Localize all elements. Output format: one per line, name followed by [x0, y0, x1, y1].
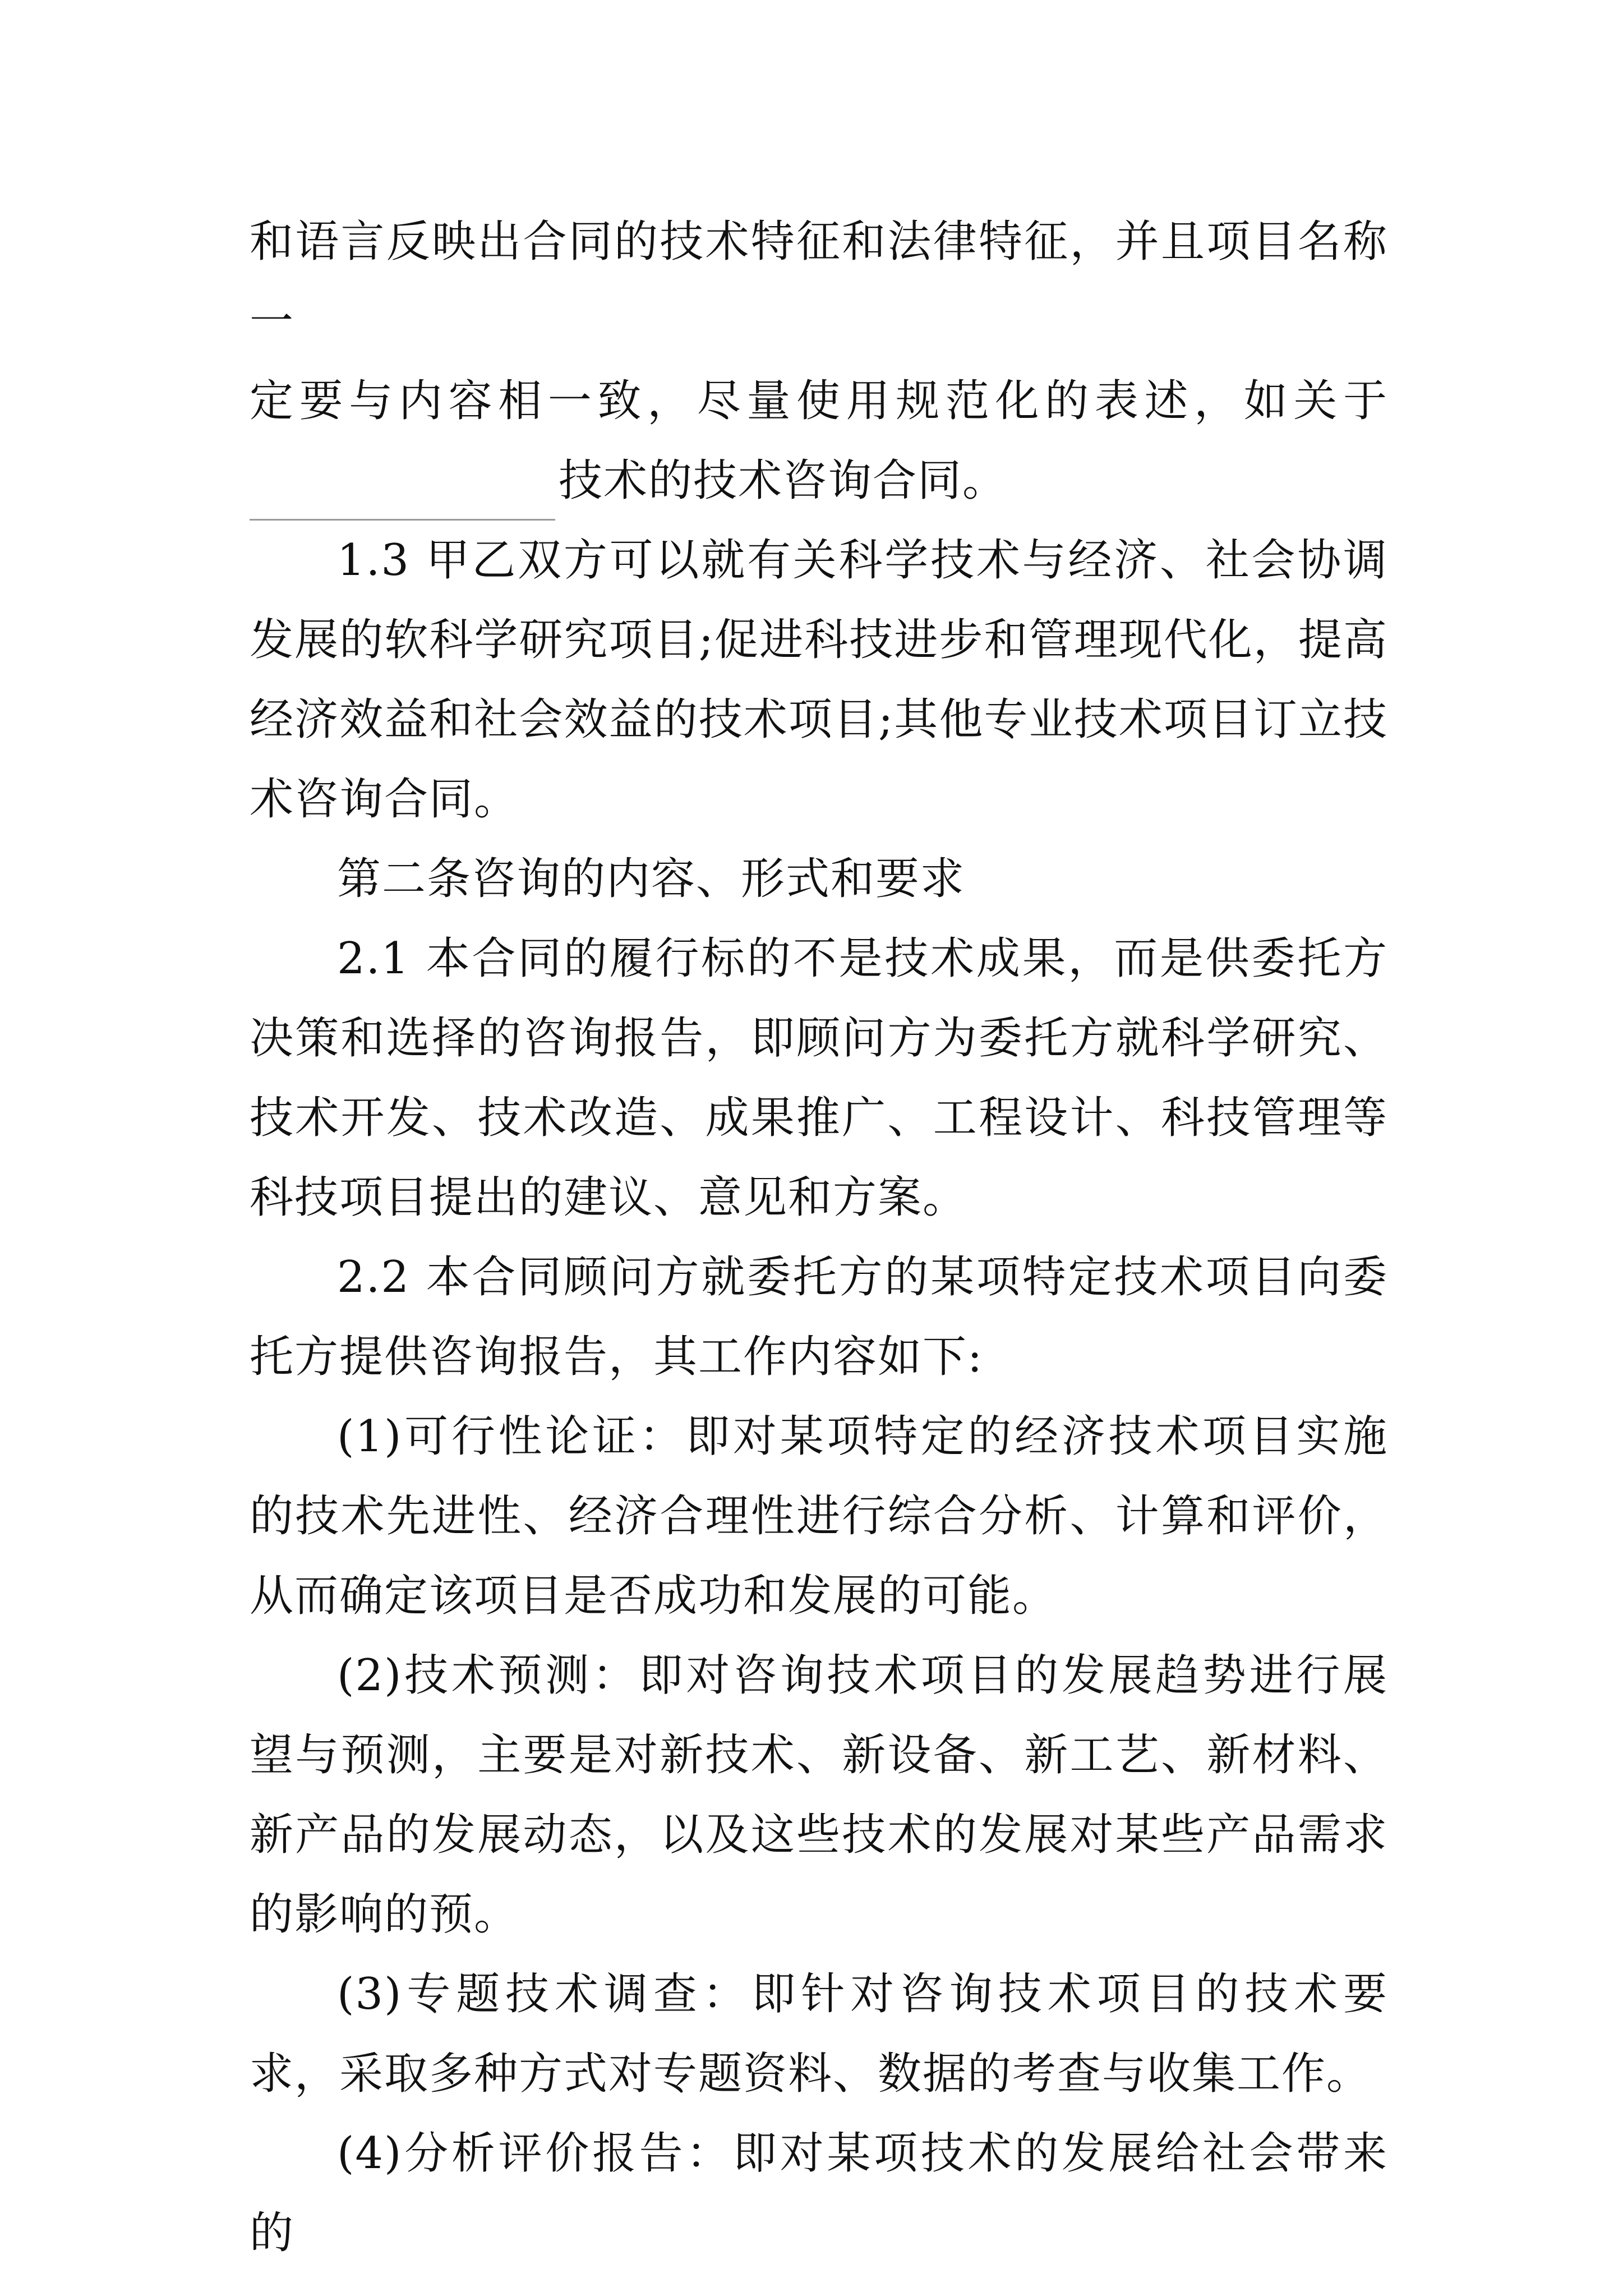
paragraph: 1.3 甲乙双方可以就有关科学技术与经济、社会协调发展的软科学研究项目;促进科技进步和管理现代化，提高经济效益和社会效益的技术项目;其他专业技术项目订立技术咨询合同。 [250, 535, 1388, 825]
fill-in-line [250, 441, 1388, 521]
paragraph: (4)分析评价报告：即对某项技术的发展给社会带来的 [250, 2128, 1388, 2258]
section-heading: 第二条咨询的内容、形式和要求 [337, 854, 966, 904]
paragraph: (1)可行性论证：即对某项特定的经济技术项目实施的技术先进性、经济合理性进行综合分析、计算和评价，从而确定该项目是否成功和发展的可能。 [250, 1411, 1388, 1621]
paragraph-line: 技术的技术咨询合同。 [559, 455, 1008, 506]
paragraph-line: 定要与内容相一致，尽量使用规范化的表述，如关于 [250, 376, 1388, 426]
paragraph: (3)专题技术调查：即针对咨询技术项目的技术要求，采取多种方式对专题资料、数据的考查与收集工作。 [250, 1969, 1388, 2099]
paragraph-line: 和语言反映出合同的技术特征和法律特征，并且项目名称一 [250, 217, 1388, 347]
paragraph: 2.1 本合同的履行标的不是技术成果，而是供委托方决策和选择的咨询报告，即顾问方为委托方就科学研究、技术开发、技术改造、成果推广、工程设计、科技管理等科技项目提出的建议、意见和方案。 [250, 933, 1388, 1223]
paragraph: 2.2 本合同顾问方就委托方的某项特定技术项目向委托方提供咨询报告，其工作内容如下: [250, 1252, 1388, 1382]
fill-in-blank[interactable] [250, 464, 555, 521]
document-page [250, 202, 1388, 2273]
paragraph: (2)技术预测：即对咨询技术项目的发展趋势进行展望与预测，主要是对新技术、新设备、新工艺、新材料、新产品的发展动态，以及这些技术的发展对某些产品需求的影响的预。 [250, 1650, 1388, 1940]
